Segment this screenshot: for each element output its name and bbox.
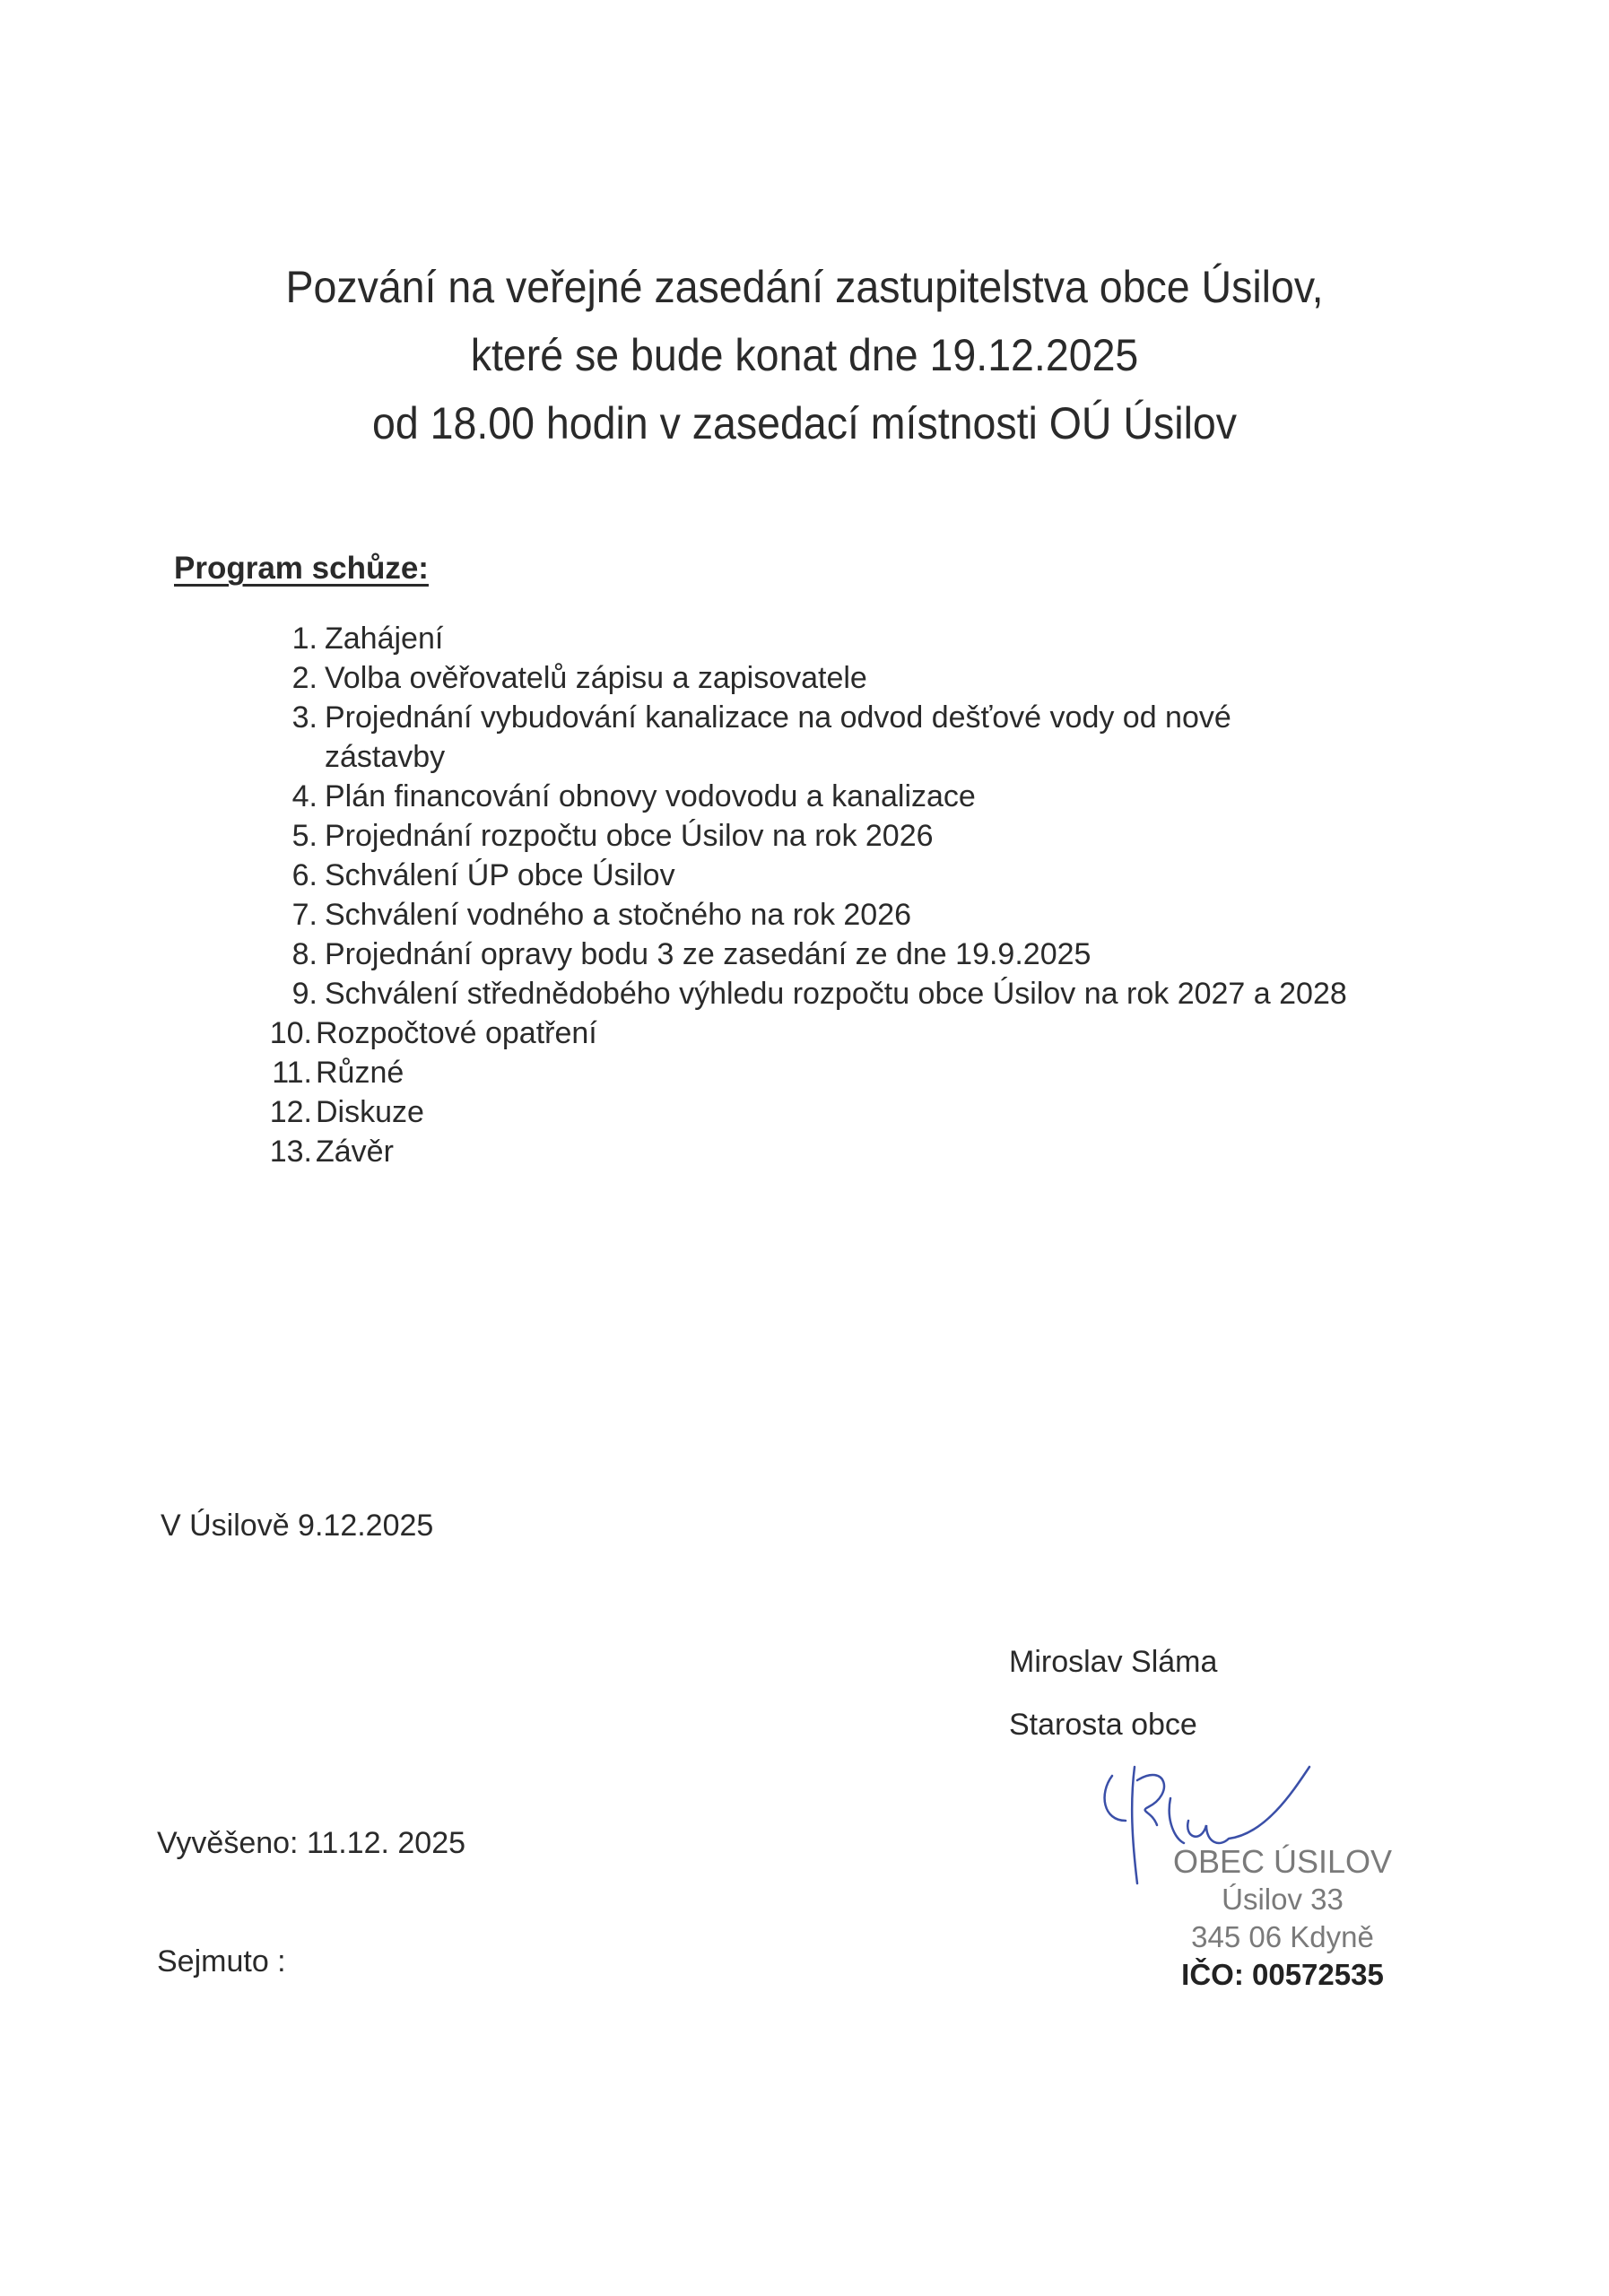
stamp-line-3: 345 06 Kdyně: [1191, 1920, 1374, 1953]
item-text: Schválení střednědobého výhledu rozpočtu obce Úsilov na rok 2027 a 2028: [325, 977, 1347, 1011]
program-item: [260, 1053, 1390, 1092]
removed-date: Sejmuto :: [157, 1944, 286, 1979]
item-number: 9.: [291, 977, 317, 1011]
program-item: [260, 619, 1390, 658]
program-list: [260, 619, 1390, 1171]
title-line-3: od 18.00 hodin v zasedací místnosti OÚ Úsilov: [371, 398, 1238, 448]
item-number: 6.: [291, 858, 317, 892]
stamp-line-2: Úsilov 33: [1222, 1883, 1344, 1916]
program-item: [260, 1132, 1390, 1171]
item-text: Projednání rozpočtu obce Úsilov na rok 2026: [325, 819, 934, 853]
item-number: 5.: [291, 819, 317, 853]
title-line-1: Pozvání na veřejné zasedání zastupitelstva obce Úsilov,: [285, 262, 1324, 312]
stamp-line-1: OBEC ÚSILOV: [1172, 1843, 1393, 1880]
item-number: 7.: [291, 898, 317, 932]
item-text: Diskuze: [316, 1095, 424, 1129]
item-number: 2.: [291, 661, 317, 695]
signatory-role: Starosta obce: [1009, 1708, 1197, 1742]
place-date: V Úsilově 9.12.2025: [161, 1509, 434, 1543]
item-number: 10.: [269, 1016, 312, 1050]
program-item: [260, 856, 1390, 895]
title-line-2: které se bude konat dne 19.12.2025: [470, 330, 1139, 380]
item-text: Rozpočtové opatření: [316, 1016, 597, 1050]
item-number: 8.: [291, 937, 317, 971]
signatory-name: Miroslav Sláma: [1009, 1645, 1218, 1679]
item-text: Volba ověřovatelů zápisu a zapisovatele: [325, 661, 867, 695]
posted-date: Vyvěšeno: 11.12. 2025: [157, 1826, 466, 1860]
item-number: 3.: [291, 700, 317, 735]
program-item: [260, 974, 1390, 1013]
program-item: [260, 698, 1390, 777]
item-text: Schválení vodného a stočného na rok 2026: [325, 898, 912, 932]
item-number: 11.: [272, 1056, 312, 1090]
program-item: [260, 777, 1390, 816]
stamp-line-4: IČO: 00572535: [1181, 1958, 1384, 1991]
item-text: Projednání opravy bodu 3 ze zasedání ze dne 19.9.2025: [325, 937, 1092, 971]
program-item: [260, 658, 1390, 698]
program-item: [260, 895, 1390, 935]
item-text: Zahájení: [325, 622, 444, 656]
item-text: Plán financování obnovy vodovodu a kanalizace: [325, 779, 976, 813]
program-heading: Program schůze:: [174, 551, 429, 586]
item-text: Různé: [316, 1056, 404, 1090]
item-number: 1.: [291, 622, 317, 656]
document-title: [57, 253, 1552, 457]
item-text: Projednání vybudování kanalizace na odvod dešťové vody od nové zástavby: [325, 700, 1231, 774]
item-number: 4.: [291, 779, 317, 813]
program-item: [260, 816, 1390, 856]
official-stamp: [1139, 1843, 1426, 1994]
program-item: [260, 935, 1390, 974]
item-number: 12.: [269, 1095, 312, 1129]
item-number: 13.: [269, 1135, 312, 1169]
item-text: Závěr: [316, 1135, 394, 1169]
program-item: [260, 1092, 1390, 1132]
program-item: [260, 1013, 1390, 1053]
item-text: Schválení ÚP obce Úsilov: [325, 858, 675, 892]
